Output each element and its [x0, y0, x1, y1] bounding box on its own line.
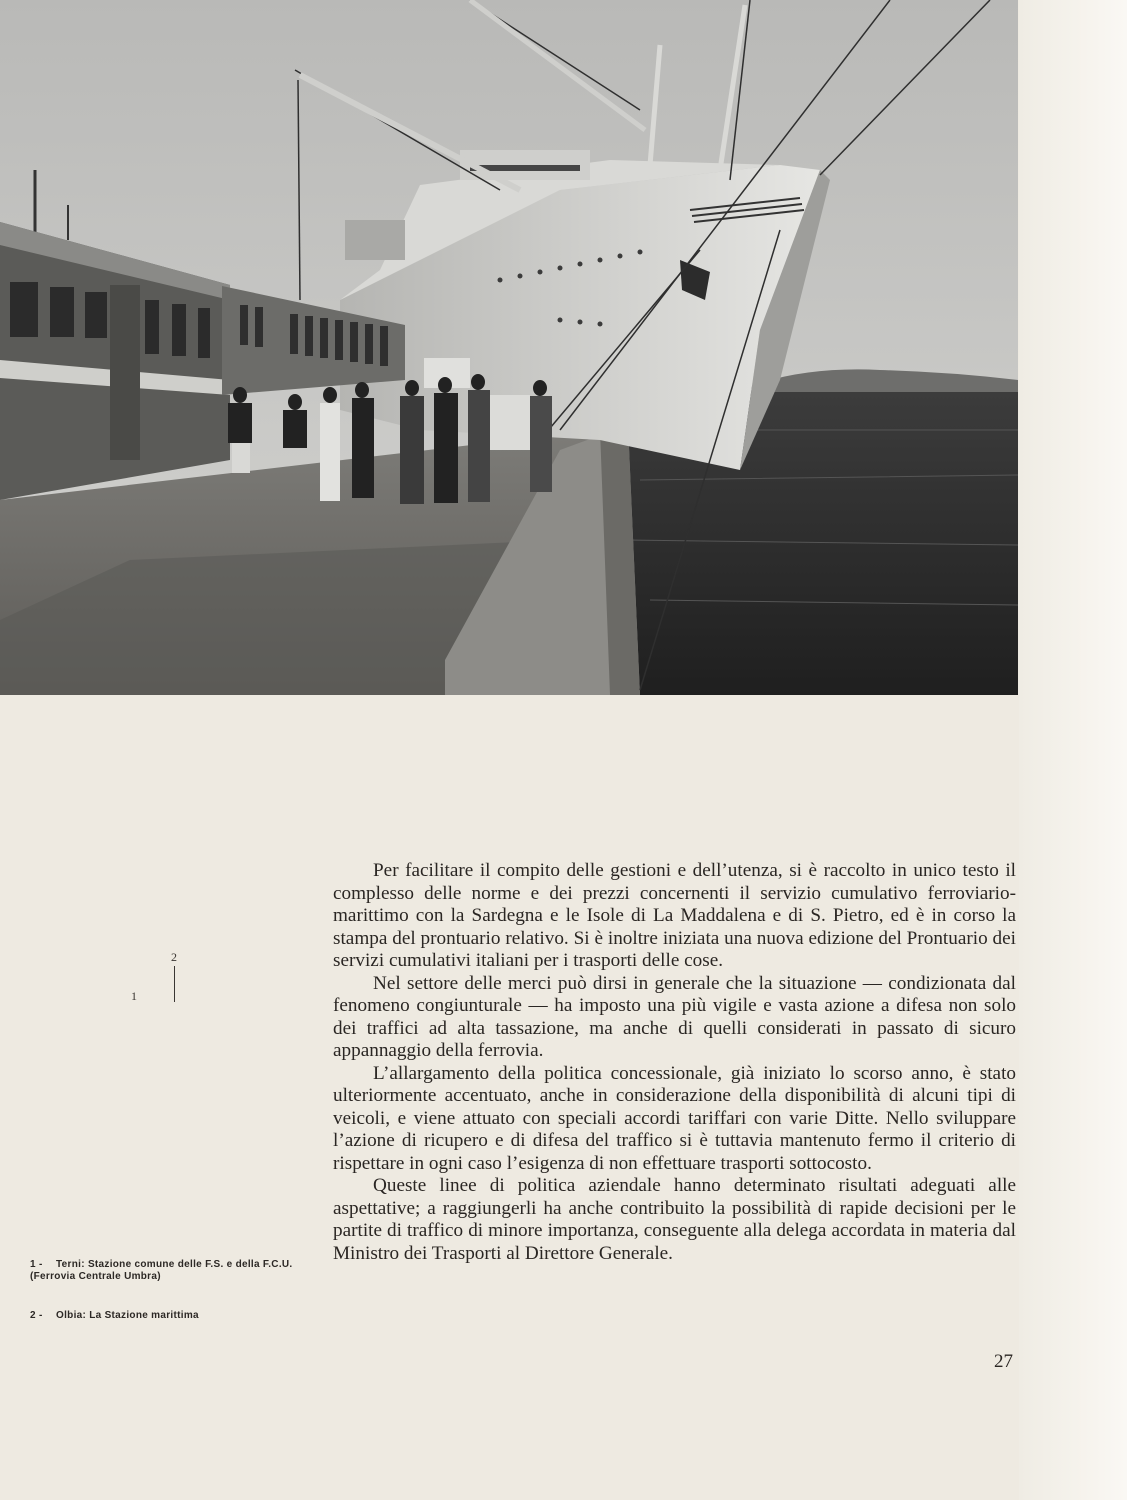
caption-text: La Stazione marittima [89, 1310, 199, 1321]
page-number: 27 [994, 1351, 1013, 1372]
figure-marker-rule [174, 966, 175, 1002]
caption-place: Terni: [56, 1259, 85, 1270]
caption-2 [30, 1310, 310, 1322]
caption-place: Olbia: [56, 1310, 87, 1321]
caption-1 [30, 1259, 310, 1283]
caption-text: Stazione comune delle F.S. e della F.C.U. (Ferrovia Centrale Umbra) [30, 1259, 293, 1282]
caption-number: 2 - [30, 1310, 43, 1321]
caption-number: 1 - [30, 1259, 43, 1270]
paragraph: Nel settore delle merci può dirsi in generale che la situazione — condizionata dal fenomeno congiunturale — ha imposto una più vigile e vasta azione a difesa non solo dei traffici ad alta tassazione, ma anche di quelli considerati in passato di sicuro appannaggio della ferrovia. [333, 972, 1016, 1061]
paragraph: Queste linee di politica aziendale hanno determinato risultati adeguati alle aspettative; a raggiungerli ha anche contribuito la possibilità di rapide decisioni per le partite di traffico di minore importanza, conseguente alla delega accordata in materia dal Ministro dei Trasporti al Direttore Generale. [333, 1175, 1016, 1264]
paragraph: Per facilitare il compito delle gestioni e dell’utenza, si è raccolto in unico testo il complesso delle norme e dei prezzi concernenti il servizio cumulativo ferroviario-marittimo con la Sardegna e le Isole di La Maddalena e di S. Pietro, ed è in corso la stampa del prontuario relativo. Si è inoltre iniziata una nuova edizione del Prontuario dei servizi cumulativi italiani per i trasporti delle cose. [333, 860, 1016, 971]
page-margin [1019, 0, 1127, 1500]
figure-marker-1: 1 [131, 989, 137, 1003]
figure-marker-2: 2 [171, 950, 177, 964]
harbour-photo [0, 0, 1018, 695]
article-body [333, 860, 1016, 1265]
paragraph: L’allargamento della politica concessionale, già iniziato lo scorso anno, è stato ulteriormente accentuato, anche in considerazione della disponibilità di alcuni tipi di veicoli, e viene attuato con speciali accordi tariffari con varie Ditte. Nello sviluppare l’azione di ricupero e di difesa del traffico si è tuttavia mantenuto fermo il criterio di rispettare in ogni caso l’esigenza di non effettuare trasporti sottocosto. [333, 1062, 1016, 1174]
